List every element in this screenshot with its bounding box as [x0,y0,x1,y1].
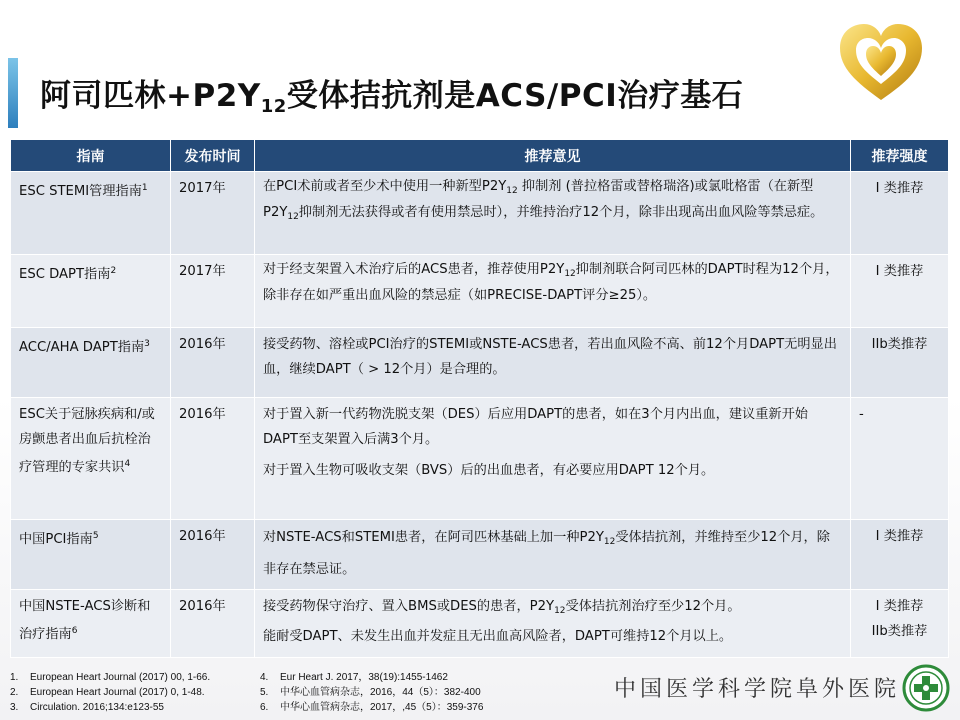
cell-recommendation: 接受药物、溶栓或PCI治疗的STEMI或NSTE-ACS患者，若出血风险不高、前12个月DAPT无明显出血，继续DAPT（ > 12个月）是合理的。 [255,328,851,398]
references-right [260,670,580,715]
recommendation-line: 对于置入生物可吸收支架（BVS）后的出血患者，有必要应用DAPT 12个月。 [263,463,715,478]
header-year: 发布时间 [171,140,255,172]
references-left [10,670,260,715]
cell-recommendation [255,398,851,520]
table-header-row [11,140,949,172]
header-strength: 推荐强度 [851,140,949,172]
title-part-1: 阿司匹林+P2Y [40,78,261,114]
cell-recommendation: 对于经支架置入术治疗后的ACS患者，推荐使用$P2Y_{12}$抑制剂联合阿司匹林的DAPT时程为12个月，除非存在如严重出血风险的禁忌症（如PRECISE-DAPT评分≥25）。 [255,255,851,328]
cell-recommendation: 在PCI术前或者至少术中使用一种新型$P2Y_{12}$ 抑制剂 (普拉格雷或替格瑞洛)或氯吡格雷（在新型$P2Y_{12}$抑制剂无法获得或者有使用禁忌时），并维持治疗12个月，除非出现高出血风险等禁忌症。 [255,172,851,255]
cell-recommendation: 对NSTE-ACS和STEMI患者，在阿司匹林基础上加一种$P2Y_{12}$受体拮抗剂，并维持至少12个月，除非存在禁忌证。 [255,520,851,590]
cell-year: 2016年 [171,398,255,520]
guideline-table [10,139,948,658]
title-subscript: 12 [260,96,287,117]
cell-strength: I 类推荐 [851,255,949,328]
reference-item: 6. 中华心血管病杂志，2017，,45（5）：359-376 [260,702,484,713]
table-row [11,255,949,328]
cell-recommendation [255,590,851,658]
cell-year: 2017年 [171,172,255,255]
recommendation-line: 接受药物保守治疗、置入BMS或DES的患者，$P2Y_{12}$受体拮抗剂治疗至少12个月。 [263,599,741,616]
cell-guide: ESC关于冠脉疾病和/或房颤患者出血后抗栓治疗管理的专家共识$^4$ [11,398,171,520]
table-row [11,590,949,658]
hospital-emblem-icon [902,664,950,712]
cell-strength: I 类推荐 IIb类推荐 [851,590,949,658]
reference-item: 5. 中华心血管病杂志，2016，44（5）：382-400 [260,687,481,698]
institution-name: 中国医学科学院阜外医院 [614,677,901,702]
reference-item: 1. European Heart Journal (2017) 00, 1-66. [10,672,211,683]
cell-guide: ESC STEMI管理指南$^1$ [11,172,171,255]
header-recommendation: 推荐意见 [255,140,851,172]
recommendation-line: 对于置入新一代药物洗脱支架（DES）后应用DAPT的患者，如在3个月内出血，建议重新开始DAPT至支架置入后满3个月。 [263,407,808,447]
cell-year: 2016年 [171,520,255,590]
cell-year: 2016年 [171,590,255,658]
cell-guide: 中国NSTE-ACS诊断和治疗指南$^6$ [11,590,171,658]
table-row [11,398,949,520]
cell-year: 2017年 [171,255,255,328]
reference-item: 3. Circulation. 2016;134:e123-55 [10,702,164,713]
header-guide: 指南 [11,140,171,172]
title-accent-bar [8,58,18,128]
table-row [11,520,949,590]
heart-logo-icon [836,20,926,106]
table-row [11,172,949,255]
table-row [11,328,949,398]
cell-strength: - [851,398,949,520]
cell-guide: ACC/AHA DAPT指南$^3$ [11,328,171,398]
title-part-2: 受体拮抗剂是ACS/PCI治疗基石 [286,78,744,114]
cell-strength: I 类推荐 [851,520,949,590]
cell-year: 2016年 [171,328,255,398]
cell-strength: I 类推荐 [851,172,949,255]
recommendation-line: 能耐受DAPT、未发生出血并发症且无出血高风险者，DAPT可维持12个月以上。 [263,629,733,644]
cell-strength: IIb类推荐 [851,328,949,398]
cell-guide: 中国PCI指南$^5$ [11,520,171,590]
reference-item: 2. European Heart Journal (2017) 0, 1-48. [10,687,205,698]
cell-guide: ESC DAPT指南$^2$ [11,255,171,328]
reference-item: 4. Eur Heart J. 2017，38(19):1455-1462 [260,672,448,683]
slide-title [40,70,860,117]
